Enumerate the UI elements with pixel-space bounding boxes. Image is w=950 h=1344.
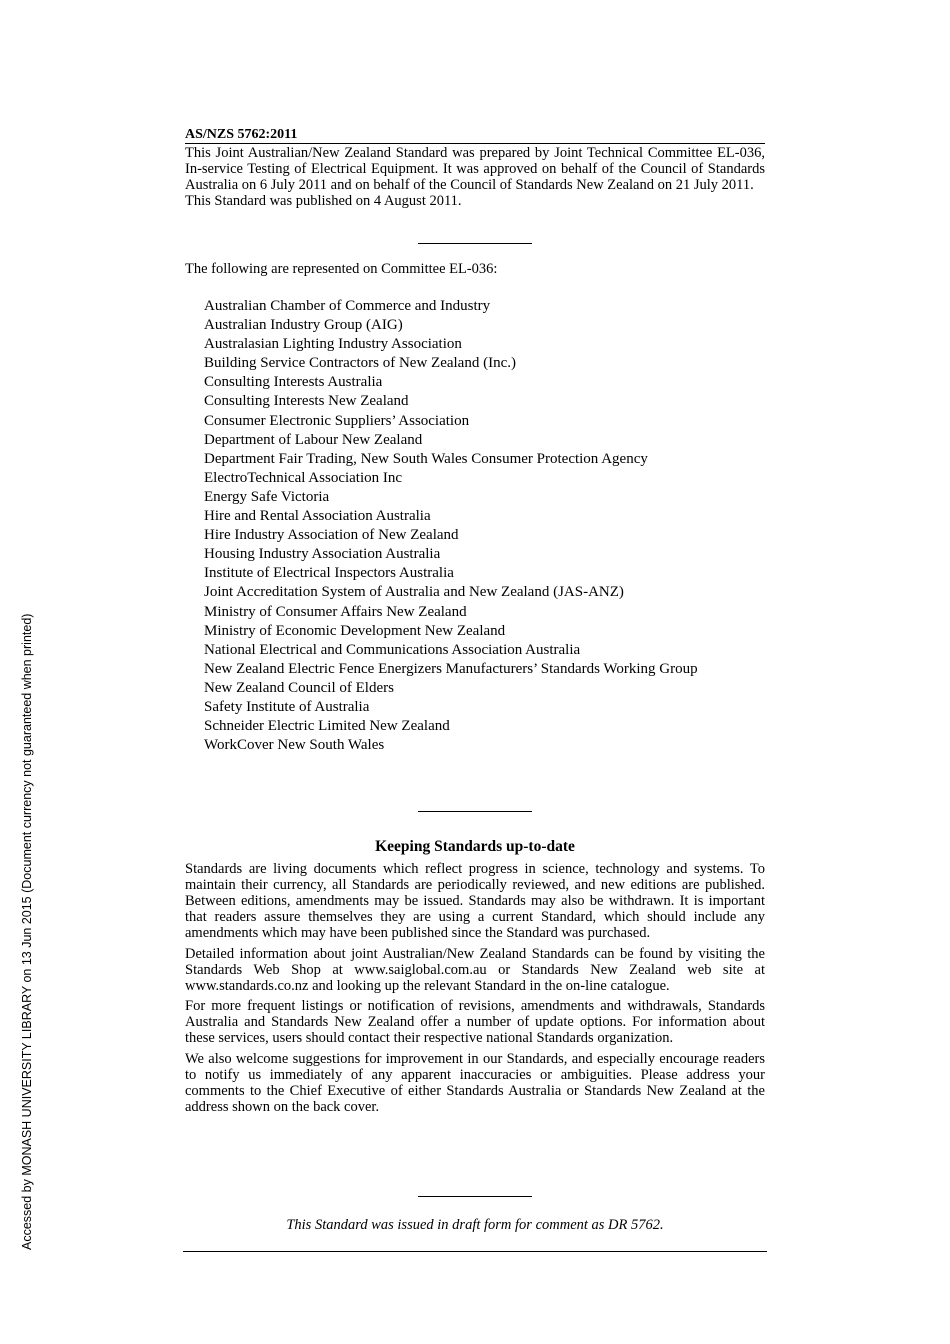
list-item: Hire Industry Association of New Zealand <box>204 527 459 544</box>
body-paragraph: Standards are living documents which reflect progress in science, technology and systems. To maintain their currency, all Standards are periodically reviewed, and new editions are published. Between editions, amendments may be issued. Standards may also be withdrawn. It is important that readers assure themselves they are using a current Standard, which should include any amendments which may have been published since the Standard was purchased. <box>185 861 765 941</box>
list-item: Hire and Rental Association Australia <box>204 508 431 525</box>
list-item: ElectroTechnical Association Inc <box>204 469 403 486</box>
list-item: Consulting Interests New Zealand <box>204 393 409 410</box>
body-paragraph: We also welcome suggestions for improvement in our Standards, and especially encourage readers to notify us immediately of any apparent inaccuracies or ambiguities. Please address your comments to the Chief Executive of either Standards Australia or Standards New Zealand at the address shown on the back cover. <box>185 1050 765 1115</box>
section-divider <box>418 811 532 812</box>
list-item: National Electrical and Communications Association Australia <box>204 641 581 658</box>
list-item: Ministry of Economic Development New Zealand <box>204 622 506 639</box>
publication-date-paragraph: This Standard was published on 4 August 2011. <box>185 193 462 209</box>
keeping-standards-body <box>185 861 765 1119</box>
body-paragraph: Detailed information about joint Australian/New Zealand Standards can be found by visiting the Standards Web Shop at www.saiglobal.com.au or Standards New Zealand web site at www.standards.co.nz and looking up the relevant Standard in the on-line catalogue. <box>185 945 765 994</box>
list-item: Consumer Electronic Suppliers’ Association <box>204 412 470 429</box>
list-item: Schneider Electric Limited New Zealand <box>204 718 450 735</box>
list-item: Institute of Electrical Inspectors Australia <box>204 565 454 582</box>
keeping-standards-heading: Keeping Standards up-to-date <box>375 838 575 855</box>
section-divider <box>418 243 532 244</box>
committee-member-list <box>204 297 744 755</box>
preparation-paragraph: This Joint Australian/New Zealand Standard was prepared by Joint Technical Committee EL-036, In-service Testing of Electrical Equipment. It was approved on behalf of the Council of Standards Australia on 6 July 2011 and on behalf of the Council of Standards New Zealand on 21 July 2011. <box>185 145 765 193</box>
list-item: Housing Industry Association Australia <box>204 546 441 563</box>
committee-heading: The following are represented on Committee EL-036: <box>185 261 498 277</box>
list-item: New Zealand Electric Fence Energizers Manufacturers’ Standards Working Group <box>204 660 698 677</box>
list-item: Australian Industry Group (AIG) <box>204 317 403 334</box>
preparation-statement <box>185 145 765 209</box>
document-identifier: AS/NZS 5762:2011 <box>185 127 765 144</box>
body-paragraph: For more frequent listings or notification of revisions, amendments and withdrawals, Standards Australia and Standards New Zealand offer a number of update options. For information about these services, users should contact their respective national Standards organization. <box>185 998 765 1046</box>
section-divider <box>418 1196 532 1197</box>
list-item: Australasian Lighting Industry Association <box>204 336 462 353</box>
list-item: Department of Labour New Zealand <box>204 431 423 448</box>
list-item: Australian Chamber of Commerce and Industry <box>204 298 491 314</box>
list-item: New Zealand Council of Elders <box>204 679 394 696</box>
list-item: Building Service Contractors of New Zealand (Inc.) <box>204 355 516 372</box>
list-item: Department Fair Trading, New South Wales Consumer Protection Agency <box>204 450 648 467</box>
list-item: Energy Safe Victoria <box>204 488 330 505</box>
draft-note: This Standard was issued in draft form for comment as DR 5762. <box>286 1217 664 1233</box>
footer-rule <box>183 1251 767 1252</box>
list-item: Consulting Interests Australia <box>204 374 383 391</box>
access-notice: Accessed by MONASH UNIVERSITY LIBRARY on 13 Jun 2015 (Document currency not guaranteed when printed) <box>20 613 34 1250</box>
list-item: Safety Institute of Australia <box>204 698 370 715</box>
list-item: Joint Accreditation System of Australia and New Zealand (JAS-ANZ) <box>204 584 624 601</box>
list-item: WorkCover New South Wales <box>204 737 385 754</box>
list-item: Ministry of Consumer Affairs New Zealand <box>204 603 467 620</box>
